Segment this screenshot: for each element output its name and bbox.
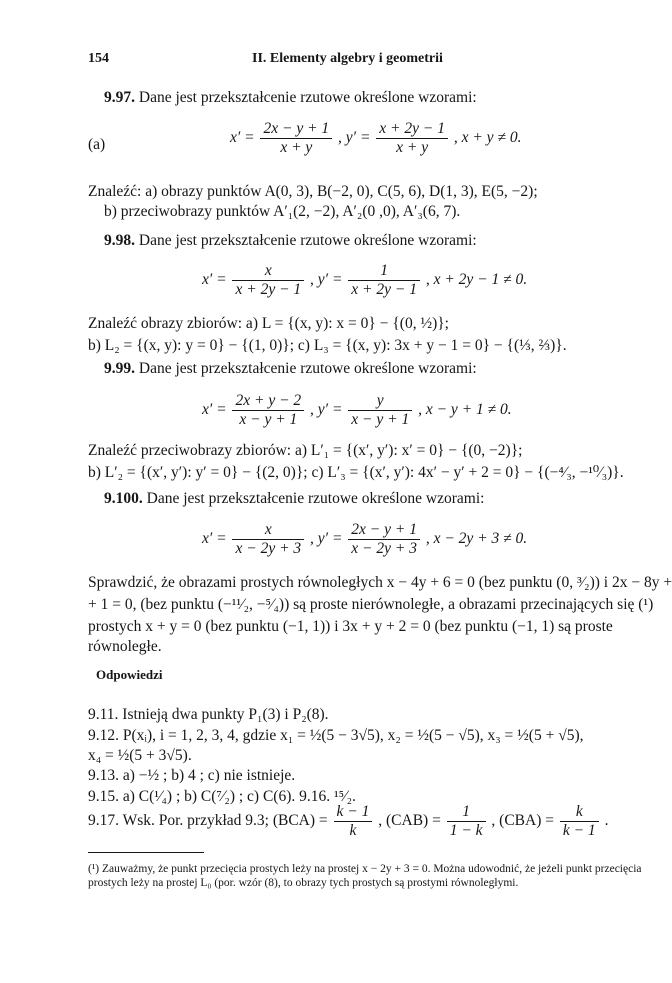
problem-number: 9.98.	[104, 232, 135, 249]
problem-9-99-intro	[104, 359, 477, 379]
fraction: $\frac{k - 1}{k}$	[334, 803, 373, 840]
footnote-rule	[88, 852, 204, 853]
running-title: II. Elementy algebry i geometrii	[252, 51, 443, 66]
formula-9-99: x′ = $\frac{2x + y - 2}{x - y + 1}$ , y′ = $\frac{y}{x - y + 1}$ , x − y + 1 ≠ 0.	[202, 392, 512, 428]
formula-9-97	[230, 120, 521, 157]
problem-number: 9.97.	[104, 89, 135, 106]
answer-9-12-line2: x₄ = ½(5 + 3√5).	[88, 747, 192, 764]
answer-9-12-line1: 9.12. P(xᵢ), i = 1, 2, 3, 4, gdzie x₁ = ½(5 − 3√5), x₂ = ½(5 − √5), x₃ = ½(5 + √5),	[88, 727, 584, 744]
problem-9-99-line1: Znaleźć przeciwobrazy zbiorów: a) L′₁ = {(x′, y′): x′ = 0} − {(0, −2)};	[88, 442, 523, 459]
fraction: $\frac{2x + y - 2}{x - y + 1}$	[232, 392, 304, 429]
fraction: $\frac{y}{x - y + 1}$	[348, 392, 412, 429]
formula-9-98: x′ = $\frac{x}{x + 2y - 1}$ , y′ = $\frac{1}{x + 2y - 1}$ , x + 2y − 1 ≠ 0.	[202, 262, 528, 298]
fraction: $\frac{1}{1 - k}$	[447, 803, 486, 840]
problem-9-100-line1: Sprawdzić, że obrazami prostych równoległych x − 4y + 6 = 0 (bez punktu (0, ³⁄₂)) i 2x − 8y +	[88, 574, 672, 591]
problem-9-100-line2: + 1 = 0, (bez punktu (−¹¹⁄₂, −⁵⁄₄)) są proste nierównoległe, a obrazami przecinających się (¹)	[88, 596, 654, 613]
problem-9-97-line2: b) przeciwobrazy punktów A′₁(2, −2), A′₂(0 ,0), A′₃(6, 7).	[104, 203, 461, 220]
problem-9-99-line2: b) L′₂ = {(x′, y′): y′ = 0} − {(2, 0)}; c) L′₃ = {(x′, y′): 4x′ − y′ + 2 = 0} − {(−⁴⁄₃, −¹⁰⁄₃)}.	[88, 464, 624, 481]
problem-9-100-intro	[104, 489, 484, 509]
answer-9-11: 9.11. Istnieją dwa punkty P₁(3) i P₂(8).	[88, 706, 329, 723]
page-number: 154	[88, 51, 109, 66]
formula-9-100: x′ = $\frac{x}{x - 2y + 3}$ , y′ = $\frac{2x - y + 1}{x - 2y + 3}$ , x − 2y + 3 ≠ 0.	[202, 521, 528, 557]
fraction: $\frac{2x - y + 1}{x + y}$	[260, 120, 332, 157]
fraction: $\frac{x}{x - 2y + 3}$	[232, 521, 304, 558]
problem-text: Dane jest przekształcenie rzutowe określone wzorami:	[138, 89, 477, 106]
problem-9-100-line3: prostych x + y = 0 (bez punktu (−1, 1)) i 3x + y + 2 = 0 (bez punktu (−1, 1) są proste	[88, 618, 613, 635]
problem-9-98-line2: b) L₂ = {(x, y): y = 0} − {(1, 0)}; c) L₃ = {(x, y): 3x + y − 1 = 0} − {(⅓, ⅔)}.	[88, 337, 567, 354]
condition: , x + 2y − 1 ≠ 0.	[425, 271, 528, 289]
lhs: x′ =	[230, 129, 255, 147]
fraction: $\frac{1}{x + 2y - 1}$	[348, 262, 420, 299]
problem-9-97-intro	[104, 88, 477, 108]
lhs: , y′ =	[338, 129, 371, 147]
answer-9-17: 9.17. Wsk. Por. przykład 9.3; (BCA) = $\frac{k - 1}{k}$ , (CAB) = $\frac{1}{1 - k}$ , (CBA) = $\frac{k}{k - 1}$ .	[88, 803, 609, 839]
problem-9-97-line1: Znaleźć: a) obrazy punktów A(0, 3), B(−2, 0), C(5, 6), D(1, 3), E(5, −2);	[88, 183, 538, 200]
answer-9-13: 9.13. a) −½ ; b) 4 ; c) nie istnieje.	[88, 767, 296, 784]
problem-9-98-line1: Znaleźć obrazy zbiorów: a) L = {(x, y): x = 0} − {(0, ½)};	[88, 315, 449, 332]
answers-heading: Odpowiedzi	[96, 667, 163, 682]
formula-label: (a)	[88, 136, 106, 153]
problem-text: Dane jest przekształcenie rzutowe określone wzorami:	[146, 490, 485, 507]
condition: , x − y + 1 ≠ 0.	[418, 401, 512, 419]
condition: , x + y ≠ 0.	[453, 129, 522, 147]
fraction: $\frac{k}{k - 1}$	[560, 803, 599, 840]
footnote: (¹) Zauważmy, że punkt przecięcia prostych leży na prostej x − 2y + 3 = 0. Można udowodnić, że jeżeli punkt przecięcia prostych leży na prostej L₀ (por. wzór (8), to obrazy tych prostych są prostymi równoległymi.	[88, 863, 642, 889]
problem-text: Dane jest przekształcenie rzutowe określone wzorami:	[138, 360, 477, 377]
problem-9-100-line4: równoległe.	[88, 638, 162, 655]
fraction: $\frac{2x - y + 1}{x - 2y + 3}$	[348, 521, 420, 558]
problem-text: Dane jest przekształcenie rzutowe określone wzorami:	[138, 232, 477, 249]
fraction: $\frac{x}{x + 2y - 1}$	[232, 262, 304, 299]
problem-9-98-intro	[104, 231, 477, 251]
answer-9-15: 9.15. a) C(¹⁄₄) ; b) C(⁷⁄₂) ; c) C(6). 9.16. ¹⁵⁄₂.	[88, 788, 356, 805]
problem-number: 9.99.	[104, 360, 135, 377]
problem-number: 9.100.	[104, 490, 143, 507]
fraction: $\frac{x + 2y - 1}{x + y}$	[376, 120, 448, 157]
condition: , x − 2y + 3 ≠ 0.	[425, 530, 528, 548]
